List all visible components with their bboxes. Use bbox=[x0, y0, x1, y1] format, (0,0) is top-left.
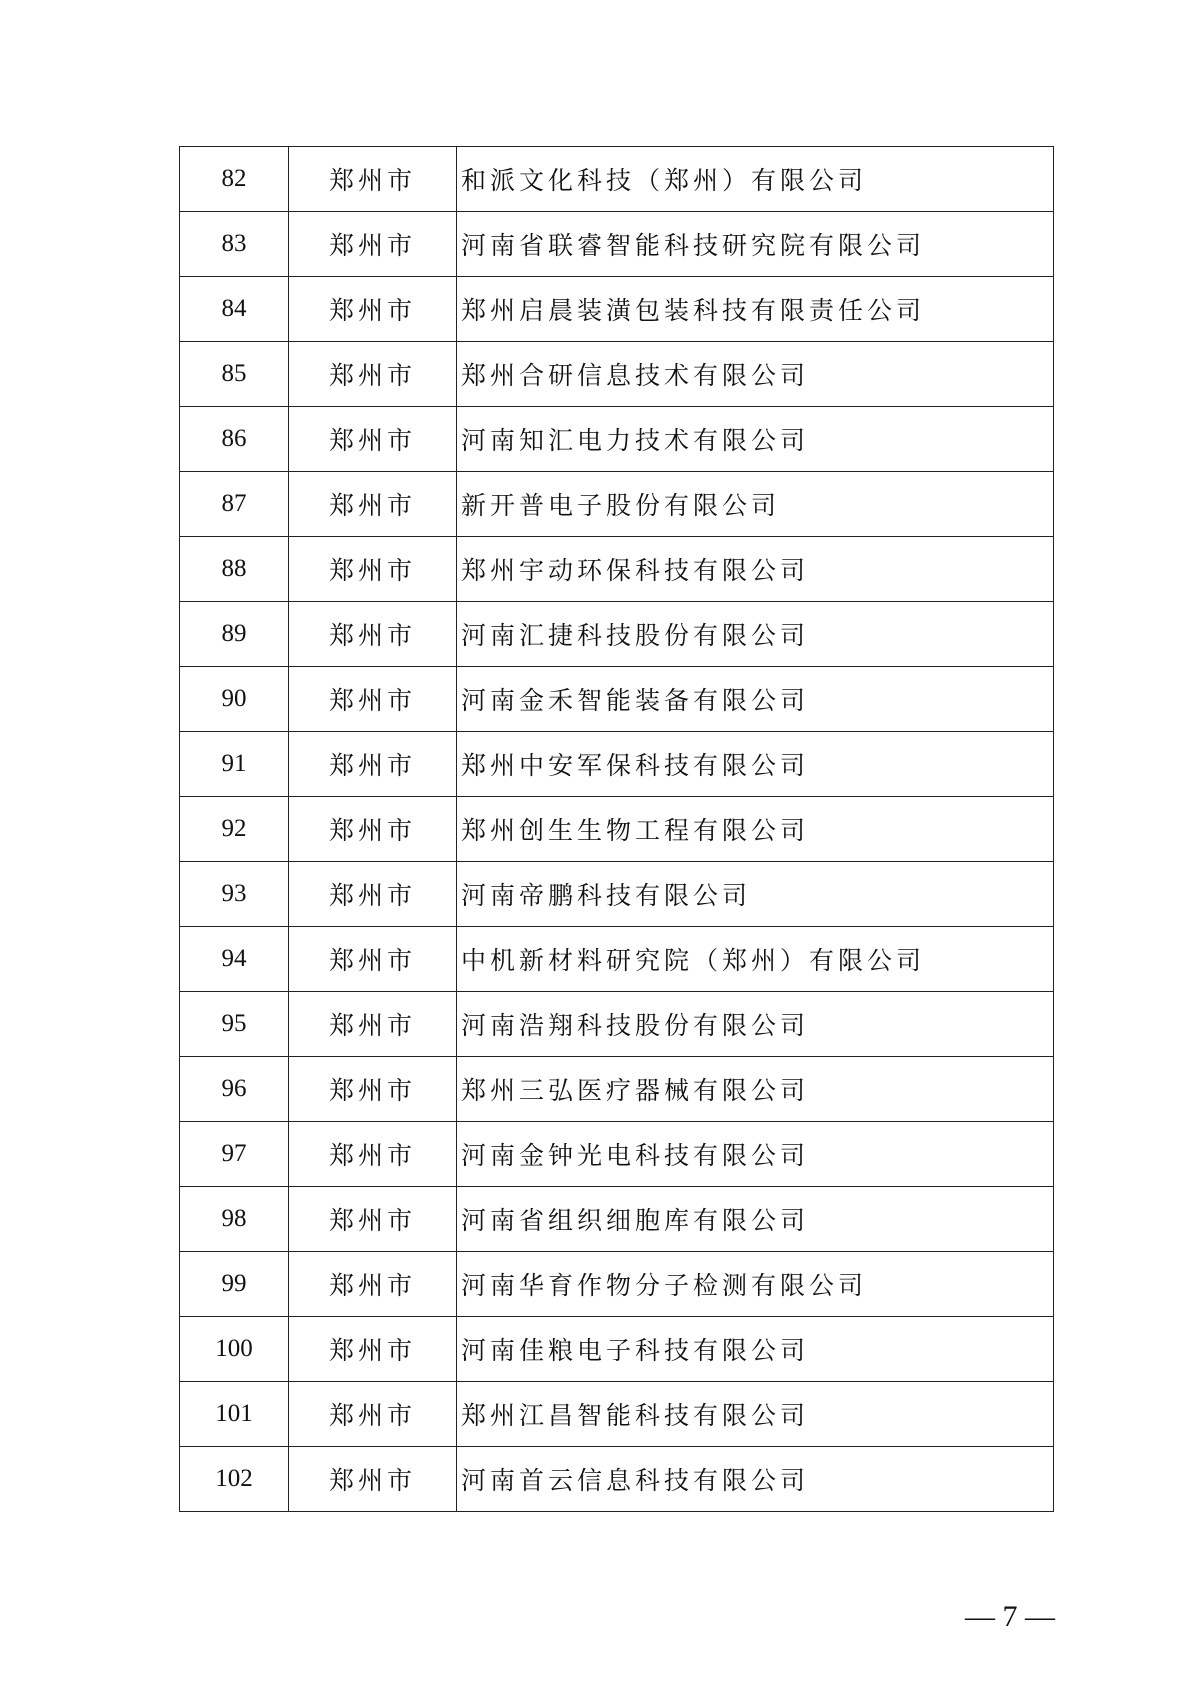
row-city: 郑州市 bbox=[289, 927, 457, 992]
row-company-name: 新开普电子股份有限公司 bbox=[457, 472, 1054, 537]
row-city: 郑州市 bbox=[289, 147, 457, 212]
row-number: 96 bbox=[180, 1057, 289, 1122]
row-number: 99 bbox=[180, 1252, 289, 1317]
row-company-name: 河南帝鹏科技有限公司 bbox=[457, 862, 1054, 927]
row-company-name: 和派文化科技（郑州）有限公司 bbox=[457, 147, 1054, 212]
row-number: 86 bbox=[180, 407, 289, 472]
table-row bbox=[180, 732, 1054, 797]
table-row bbox=[180, 1447, 1054, 1512]
table-row bbox=[180, 1317, 1054, 1382]
table-row bbox=[180, 472, 1054, 537]
table-row bbox=[180, 862, 1054, 927]
row-city: 郑州市 bbox=[289, 1382, 457, 1447]
table-row bbox=[180, 992, 1054, 1057]
row-city: 郑州市 bbox=[289, 732, 457, 797]
row-city: 郑州市 bbox=[289, 1252, 457, 1317]
table-row bbox=[180, 602, 1054, 667]
table-row bbox=[180, 667, 1054, 732]
row-number: 92 bbox=[180, 797, 289, 862]
table-row bbox=[180, 797, 1054, 862]
row-company-name: 郑州江昌智能科技有限公司 bbox=[457, 1382, 1054, 1447]
row-company-name: 郑州宇动环保科技有限公司 bbox=[457, 537, 1054, 602]
row-number: 94 bbox=[180, 927, 289, 992]
table-row bbox=[180, 277, 1054, 342]
row-company-name: 河南省联睿智能科技研究院有限公司 bbox=[457, 212, 1054, 277]
row-city: 郑州市 bbox=[289, 1057, 457, 1122]
row-number: 84 bbox=[180, 277, 289, 342]
row-number: 85 bbox=[180, 342, 289, 407]
row-number: 95 bbox=[180, 992, 289, 1057]
table-row bbox=[180, 1382, 1054, 1447]
row-company-name: 郑州三弘医疗器械有限公司 bbox=[457, 1057, 1054, 1122]
row-number: 89 bbox=[180, 602, 289, 667]
row-city: 郑州市 bbox=[289, 1122, 457, 1187]
row-number: 88 bbox=[180, 537, 289, 602]
row-city: 郑州市 bbox=[289, 602, 457, 667]
row-company-name: 郑州中安军保科技有限公司 bbox=[457, 732, 1054, 797]
row-city: 郑州市 bbox=[289, 797, 457, 862]
row-company-name: 中机新材料研究院（郑州）有限公司 bbox=[457, 927, 1054, 992]
row-company-name: 河南省组织细胞库有限公司 bbox=[457, 1187, 1054, 1252]
row-number: 82 bbox=[180, 147, 289, 212]
row-number: 98 bbox=[180, 1187, 289, 1252]
row-city: 郑州市 bbox=[289, 992, 457, 1057]
row-company-name: 郑州创生生物工程有限公司 bbox=[457, 797, 1054, 862]
row-company-name: 郑州合研信息技术有限公司 bbox=[457, 342, 1054, 407]
table-row bbox=[180, 1122, 1054, 1187]
row-number: 83 bbox=[180, 212, 289, 277]
row-number: 90 bbox=[180, 667, 289, 732]
row-city: 郑州市 bbox=[289, 537, 457, 602]
row-city: 郑州市 bbox=[289, 1447, 457, 1512]
table-row bbox=[180, 147, 1054, 212]
table-row bbox=[180, 342, 1054, 407]
table-body bbox=[180, 147, 1054, 1512]
table-row bbox=[180, 1187, 1054, 1252]
row-company-name: 河南金禾智能装备有限公司 bbox=[457, 667, 1054, 732]
row-city: 郑州市 bbox=[289, 1187, 457, 1252]
row-company-name: 郑州启晨装潢包装科技有限责任公司 bbox=[457, 277, 1054, 342]
row-number: 87 bbox=[180, 472, 289, 537]
row-company-name: 河南浩翔科技股份有限公司 bbox=[457, 992, 1054, 1057]
row-number: 102 bbox=[180, 1447, 289, 1512]
row-number: 100 bbox=[180, 1317, 289, 1382]
row-city: 郑州市 bbox=[289, 862, 457, 927]
page-number: — 7 — bbox=[965, 1600, 1055, 1633]
row-city: 郑州市 bbox=[289, 667, 457, 732]
table-row bbox=[180, 212, 1054, 277]
table-row bbox=[180, 1057, 1054, 1122]
row-city: 郑州市 bbox=[289, 277, 457, 342]
row-company-name: 河南知汇电力技术有限公司 bbox=[457, 407, 1054, 472]
table-row bbox=[180, 537, 1054, 602]
row-city: 郑州市 bbox=[289, 342, 457, 407]
row-company-name: 河南首云信息科技有限公司 bbox=[457, 1447, 1054, 1512]
row-company-name: 河南佳粮电子科技有限公司 bbox=[457, 1317, 1054, 1382]
row-company-name: 河南华育作物分子检测有限公司 bbox=[457, 1252, 1054, 1317]
table-row bbox=[180, 1252, 1054, 1317]
row-number: 93 bbox=[180, 862, 289, 927]
row-city: 郑州市 bbox=[289, 472, 457, 537]
row-company-name: 河南金钟光电科技有限公司 bbox=[457, 1122, 1054, 1187]
row-city: 郑州市 bbox=[289, 212, 457, 277]
row-city: 郑州市 bbox=[289, 1317, 457, 1382]
row-city: 郑州市 bbox=[289, 407, 457, 472]
company-list-table bbox=[179, 146, 1054, 1512]
row-number: 97 bbox=[180, 1122, 289, 1187]
row-company-name: 河南汇捷科技股份有限公司 bbox=[457, 602, 1054, 667]
table-row bbox=[180, 407, 1054, 472]
table-row bbox=[180, 927, 1054, 992]
row-number: 91 bbox=[180, 732, 289, 797]
row-number: 101 bbox=[180, 1382, 289, 1447]
